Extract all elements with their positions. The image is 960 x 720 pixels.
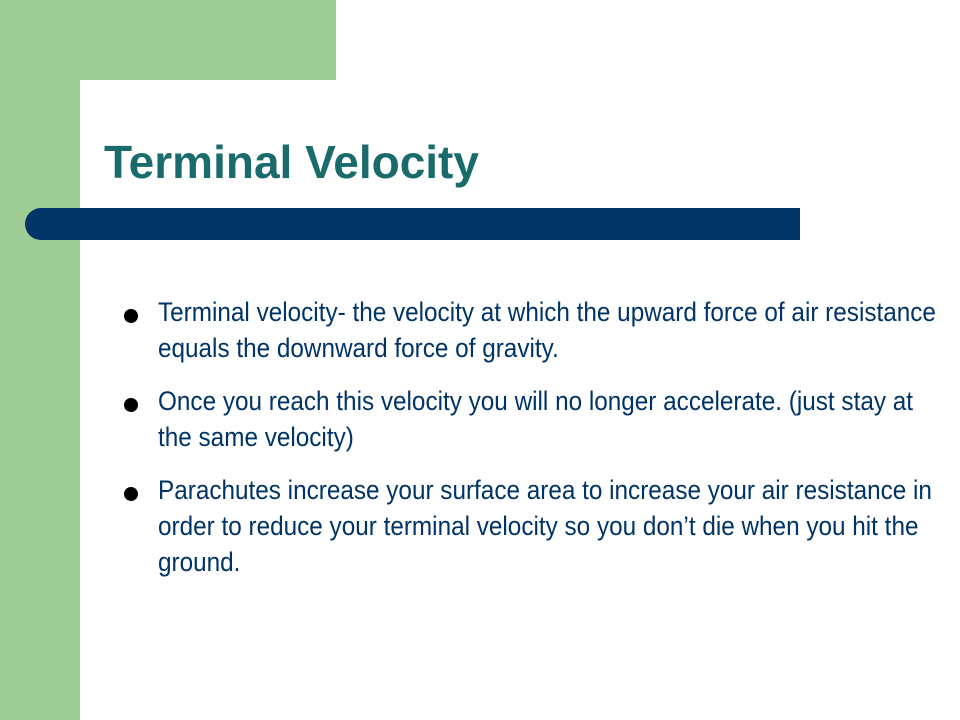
bullet-item bbox=[122, 383, 922, 455]
top-green-block bbox=[80, 0, 336, 80]
bullet-list bbox=[122, 294, 936, 597]
bullet-text: Once you reach this velocity you will no longer accelerate. (just stay at the same velocity) bbox=[158, 386, 914, 452]
slide-title: Terminal Velocity bbox=[104, 136, 479, 188]
bullet-text: Parachutes increase your surface area to increase your air resistance in order to reduce your terminal velocity so you don’t die when you hit the ground. bbox=[158, 475, 932, 577]
left-green-stripe bbox=[0, 0, 80, 720]
bullet-dot-icon bbox=[124, 398, 138, 412]
bullet-text: Terminal velocity- the velocity at which the upward force of air resistance equals the downward force of gravity. bbox=[158, 297, 936, 363]
title-underline-bar bbox=[25, 208, 800, 240]
bullet-item bbox=[122, 294, 936, 366]
bullet-dot-icon bbox=[124, 309, 138, 323]
bullet-dot-icon bbox=[124, 487, 138, 501]
bullet-item bbox=[122, 472, 932, 580]
